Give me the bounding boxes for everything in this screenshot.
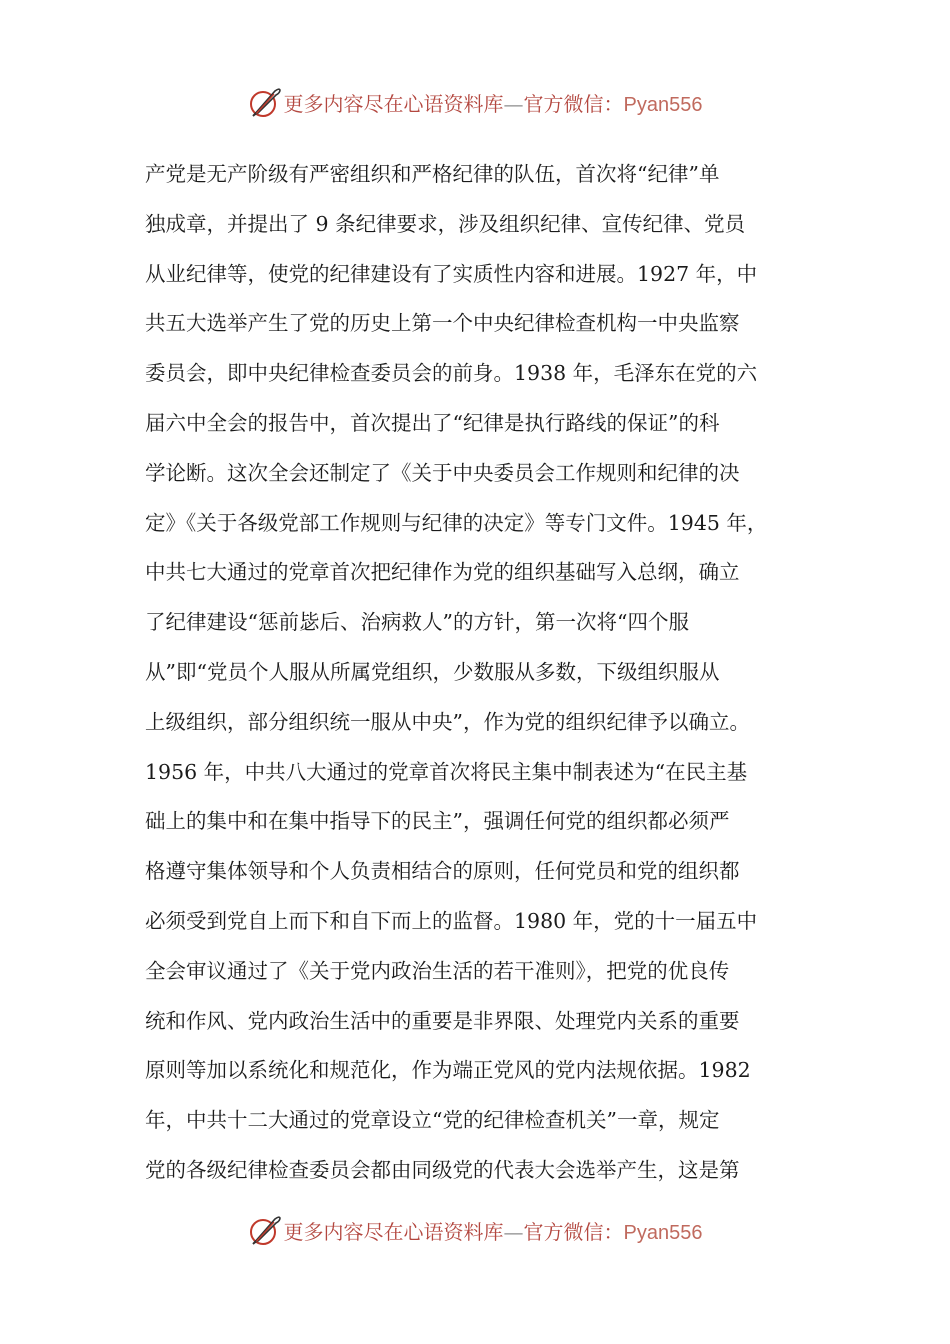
header-text bbox=[284, 88, 703, 117]
quill-logo-icon bbox=[248, 1213, 282, 1247]
header-separator: — bbox=[503, 91, 524, 116]
text-line: 全会审议通过了《关于党内政治生活的若干准则》，把党的优良传 bbox=[145, 958, 730, 983]
text-line: 统和作风、党内政治生活中的重要是非界限、处理党内关系的重要 bbox=[145, 1008, 740, 1033]
document-body bbox=[145, 150, 809, 1196]
text-line: 委员会，即中央纪律检查委员会的前身。1938 年，毛泽东在党的六 bbox=[145, 361, 758, 386]
text-line: 学论断。这次全会还制定了《关于中央委员会工作规则和纪律的决 bbox=[145, 460, 740, 485]
footer-separator: — bbox=[503, 1219, 524, 1244]
footer-text bbox=[284, 1216, 703, 1245]
header-banner bbox=[0, 82, 950, 122]
text-line: 独成章，并提出了 9 条纪律要求，涉及组织纪律、宣传纪律、党员 bbox=[145, 211, 746, 236]
text-line: 共五大选举产生了党的历史上第一个中央纪律检查机构一中央监察 bbox=[145, 311, 740, 336]
footer-banner bbox=[0, 1210, 950, 1250]
footer-official-label: 官方微信： bbox=[523, 1219, 624, 1244]
text-line: 必须受到党自上而下和自下而上的监督。1980 年，党的十一届五中 bbox=[145, 908, 758, 933]
header-wechat-handle: Pyan556 bbox=[623, 93, 703, 116]
header-brand: 更多内容尽在心语资料库 bbox=[283, 91, 504, 116]
text-line: 原则等加以系统化和规范化，作为端正党风的党内法规依据。1982 bbox=[145, 1058, 751, 1083]
quill-logo-icon bbox=[248, 85, 282, 119]
text-line: 从业纪律等，使党的纪律建设有了实质性内容和进展。1927 年，中 bbox=[145, 261, 758, 286]
text-line: 格遵守集体领导和个人负责相结合的原则，任何党员和党的组织都 bbox=[145, 859, 740, 884]
text-line: 定》《关于各级党部工作规则与纪律的决定》等专门文件。1945 年， bbox=[145, 510, 768, 535]
text-line: 上级组织，部分组织统一服从中央”，作为党的组织纪律予以确立。 bbox=[145, 709, 750, 734]
footer-wechat-handle: Pyan556 bbox=[623, 1221, 703, 1244]
text-line: 中共七大通过的党章首次把纪律作为党的组织基础写入总纲，确立 bbox=[145, 560, 740, 585]
footer-brand: 更多内容尽在心语资料库 bbox=[283, 1219, 504, 1244]
text-line: 础上的集中和在集中指导下的民主”，强调任何党的组织都必须严 bbox=[145, 809, 730, 834]
text-line: 党的各级纪律检查委员会都由同级党的代表大会选举产生，这是第 bbox=[145, 1157, 740, 1182]
text-line: 了纪律建设“惩前毖后、治病救人”的方针，第一次将“四个服 bbox=[145, 610, 689, 635]
text-line: 产党是无产阶级有严密组织和严格纪律的队伍，首次将“纪律”单 bbox=[145, 162, 720, 186]
text-line: 1956 年，中共八大通过的党章首次将民主集中制表述为“在民主基 bbox=[145, 759, 748, 784]
text-line: 年，中共十二大通过的党章设立“党的纪律检查机关”一章，规定 bbox=[145, 1108, 720, 1133]
text-line: 从”即“党员个人服从所属党组织，少数服从多数，下级组织服从 bbox=[145, 659, 720, 684]
header-official-label: 官方微信： bbox=[523, 91, 624, 116]
text-line: 届六中全会的报告中，首次提出了“纪律是执行路线的保证”的科 bbox=[145, 410, 720, 435]
